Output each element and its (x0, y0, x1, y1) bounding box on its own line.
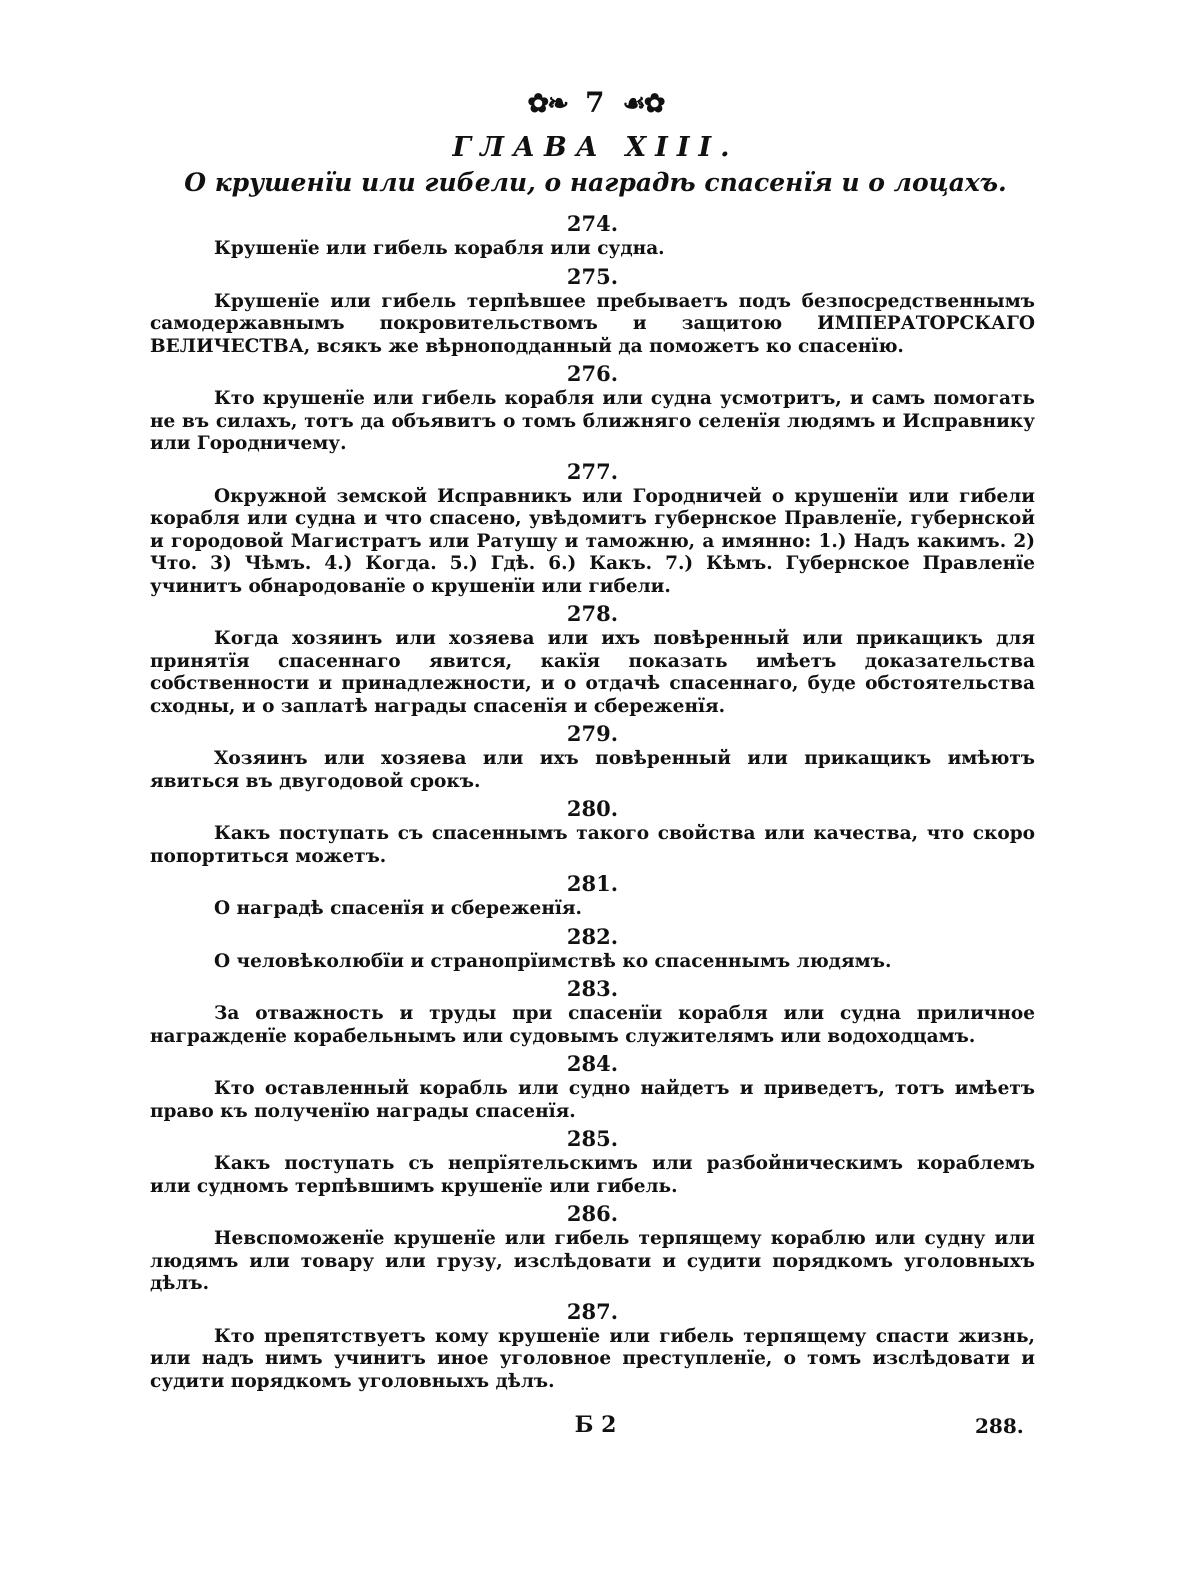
article-text: Какъ поступать съ непрїятельскимъ или разбойническимъ кораблемъ или судномъ терпѣвшимъ крушенїе или гибель. (150, 1153, 1035, 1197)
right-ornament-icon: ☙✿ (622, 89, 664, 119)
catchword: 288. (975, 1414, 1024, 1438)
article-text: Окружной земской Исправникъ или Городничей о крушенїи или гибели корабля или судна и что спасено, увѣдомитъ губернское Правленїе, губернской и городовой Магистратъ или Ратушу и таможню, а имянно: 1.) Надъ какимъ. 2) Что. 3) Чѣмъ. 4.) Когда. 5.) Гдѣ. 6.) Какъ. 7.) Кѣмъ. Губернское Правленїе учинитъ обнародованїе о крушенїи или гибели. (150, 485, 1035, 597)
article-number: 285. (566, 1126, 619, 1151)
article-text: Кто оставленный корабль или судно найдетъ и приведетъ, тотъ имѣетъ право къ полученїю награды спасенїя. (150, 1078, 1035, 1122)
article-text: Когда хозяинъ или хозяева или ихъ повѣренный или прикащикъ для принятїя спасеннаго явится, какїя показать имѣетъ доказательства собственности и принадлежности, и о отдачѣ спасеннаго, буде обстоятельства сходны, и о заплатѣ награды спасенїя и сбереженїя. (150, 628, 1035, 717)
article-text: Хозяинъ или хозяева или ихъ повѣренный или прикащикъ имѣютъ явиться въ двугодовой срокъ. (150, 748, 1035, 792)
article-text: Кто препятствуетъ кому крушенїе или гибель терпящему спасти жизнь, или надъ нимъ учинитъ иное уголовное преступленїе, о томъ изслѣдовати и судити порядкомъ уголовныхъ дѣлъ. (150, 1325, 1035, 1392)
article-number: 281. (566, 871, 619, 896)
article-text: Крушенїе или гибель корабля или судна. (214, 238, 665, 259)
article-text: Кто крушенїе или гибель корабля или судна усмотритъ, и самъ помогать не въ силахъ, тотъ да объявитъ о томъ ближняго селенїя людямъ и Исправнику или Городничему. (150, 388, 1035, 454)
article-text: Какъ поступать съ спасеннымъ такого свойства или качества, что скоро попортиться можетъ. (150, 823, 1035, 867)
article-number: 284. (566, 1051, 619, 1076)
articles-list (150, 208, 1035, 1393)
article-number: 287. (566, 1298, 619, 1324)
article-number: 274. (566, 211, 619, 236)
chapter-subtitle: О крушенїи или гибели, о наградѣ спасенїя и о лоцахъ. (184, 168, 1007, 197)
article-number: 282. (566, 923, 619, 949)
page-header (0, 86, 1191, 119)
article-number: 276. (566, 361, 619, 386)
signature-mark: Б 2 (574, 1412, 617, 1438)
article-text: Крушенїе или гибель терпѣвшее пребываетъ подъ безпосредственнымъ самодержавнымъ покровительствомъ и защитою ИМПЕРАТОРСКАГО ВЕЛИЧЕСТВА, всякъ же вѣрноподданный да поможетъ ко спасенїю. (150, 290, 1035, 357)
article-number: 283. (566, 976, 619, 1001)
article-number: 286. (566, 1201, 619, 1226)
article-text: О человѣколюбїи и странопрїимствѣ ко спасеннымъ людямъ. (214, 950, 892, 972)
article-number: 275. (566, 263, 619, 289)
page-number: 7 (585, 86, 605, 119)
chapter-title: ГЛАВА XIII. (452, 132, 739, 163)
left-ornament-icon: ✿❧ (527, 89, 567, 119)
article-number: 280. (566, 796, 619, 821)
article-number: 277. (566, 458, 619, 484)
article-number: 279. (566, 721, 619, 746)
article-text: Невспоможенїе крушенїе или гибель терпящему кораблю или судну или людямъ или товару или грузу, изслѣдовати и судити порядкомъ уголовныхъ дѣлъ. (150, 1228, 1035, 1294)
article-text: О наградѣ спасенїя и сбереженїя. (214, 898, 582, 919)
article-number: 278. (566, 601, 619, 626)
article-text: За отважность и труды при спасенїи корабля или судна приличное награжденїе корабельнымъ или судовымъ служителямъ или водоходцамъ. (150, 1003, 1035, 1047)
